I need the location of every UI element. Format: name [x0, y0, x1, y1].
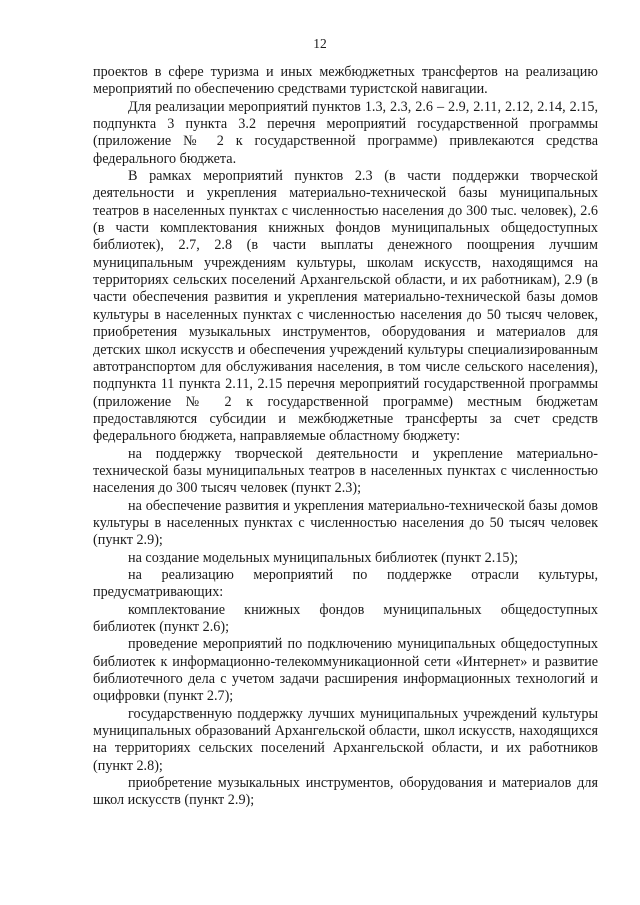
paragraph-federal-funds: Для реализации мероприятий пунктов 1.3, 2.3, 2.6 – 2.9, 2.11, 2.12, 2.14, 2.15, подпункта 3 пункта 3.2 перечня мероприятий государственной программы (приложение № 2 к государственной программе) привлекаются средства федерального бюджета. [93, 98, 598, 167]
list-item-houses-of-culture: на обеспечение развития и укрепления материально-технической базы домов культуры в населенных пунктах с численностью населения до 50 тысяч человек (пункт 2.9); [93, 497, 598, 549]
paragraph-continuation: проектов в сфере туризма и иных межбюджетных трансфертов на реализацию мероприятий по обеспечению средствами туристской навигации. [93, 64, 598, 98]
list-item-model-libraries: на создание модельных муниципальных библиотек (пункт 2.15); [128, 549, 519, 566]
list-item-book-funds: комплектование книжных фондов муниципальных общедоступных библиотек (пункт 2.6); [93, 601, 598, 635]
list-item-instruments: приобретение музыкальных инструментов, оборудования и материалов для школ искусств (пункт 2.9); [93, 775, 598, 809]
list-item-theaters: на поддержку творческой деятельности и укрепление материально-технической базы муниципальных театров в населенных пунктах с численностью населения до 300 тысяч человек (пункт 2.3); [93, 445, 598, 497]
page-number: 12 [313, 36, 327, 51]
list-item-internet-connection: проведение мероприятий по подключению муниципальных общедоступных библиотек к информационно-телекоммуникационной сети «Интернет» и развитие библиотечного дела с учетом задачи расширения информационных технологий и оцифровки (пункт 2.7); [93, 636, 598, 705]
document-body [93, 64, 598, 810]
list-item-culture-support: на реализацию мероприятий по поддержке отрасли культуры, предусматривающих: [93, 566, 598, 601]
list-item-best-institutions: государственную поддержку лучших муниципальных учреждений культуры муниципальных образований Архангельской области, школ искусств, находящихся на территориях сельских поселений Архангельской области, и их работников (пункт 2.8); [93, 705, 598, 774]
paragraph-subsidies: В рамках мероприятий пунктов 2.3 (в части поддержки творческой деятельности и укрепления материально-технической базы муниципальных театров в населенных пунктах с численностью населения до 300 тыс. человек), 2.6 (в части комплектования книжных фондов муниципальных общедоступных библиотек), 2.7, 2.8 (в части выплаты денежного поощрения лучшим муниципальным учреждениям культуры, школам искусств, находящимся на территориях сельских поселений Архангельской области, и их работникам), 2.9 (в части обеспечения развития и укрепления материально-технической базы домов культуры в населенных пунктах с численностью населения до 50 тысяч человек, приобретения музыкальных инструментов, оборудования и материалов для детских школ искусств и обеспечения учреждений культуры специализированным автотранспортом для обслуживания населения, в том числе сельского населения), подпункта 11 пункта 2.11, 2.15 перечня мероприятий государственной программы (приложение № 2 к государственной программе) местным бюджетам предоставляются субсидии и межбюджетные трансферты за счет средств федерального бюджета, направляемые областному бюджету: [93, 168, 598, 445]
